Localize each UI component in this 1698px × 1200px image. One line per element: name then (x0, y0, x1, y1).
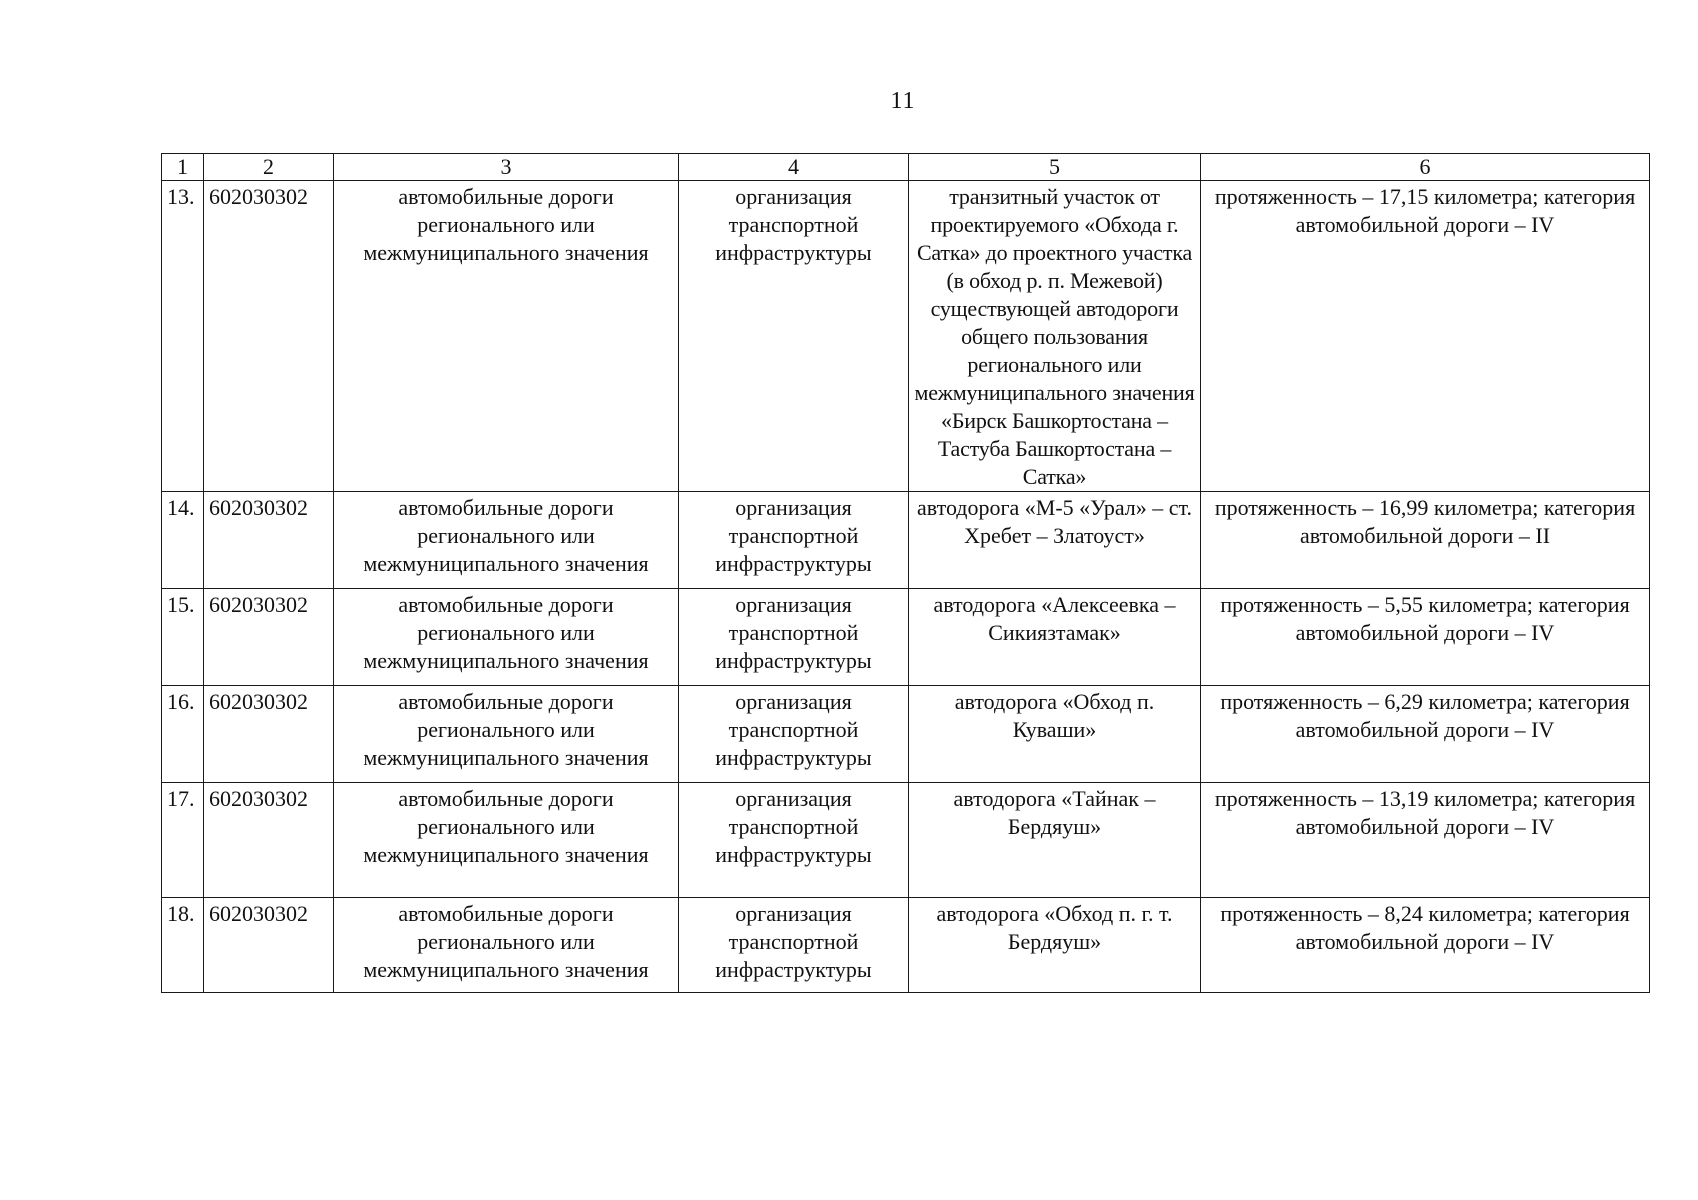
object-characteristics: протяженность – 16,99 километра; категория автомобильной дороги – II (1201, 492, 1650, 589)
page-number: 11 (890, 88, 916, 114)
column-header: 5 (909, 154, 1201, 181)
table-row (162, 686, 1650, 783)
object-name: автодорога «Алексеевка – Сикиязтамак» (909, 589, 1201, 686)
object-purpose: организация транспортной инфраструктуры (679, 181, 909, 492)
object-code: 602030302 (204, 492, 334, 589)
object-code: 602030302 (204, 898, 334, 993)
object-characteristics: протяженность – 6,29 километра; категория автомобильной дороги – IV (1201, 686, 1650, 783)
object-type: автомобильные дороги регионального или межмуниципального значения (334, 492, 679, 589)
row-number: 18. (162, 898, 204, 993)
row-number: 17. (162, 783, 204, 898)
table-row (162, 783, 1650, 898)
row-number: 14. (162, 492, 204, 589)
column-header: 6 (1201, 154, 1650, 181)
object-code: 602030302 (204, 181, 334, 492)
object-code: 602030302 (204, 686, 334, 783)
object-name: автодорога «М-5 «Урал» – ст. Хребет – Златоуст» (909, 492, 1201, 589)
object-type: автомобильные дороги регионального или межмуниципального значения (334, 589, 679, 686)
table-row (162, 589, 1650, 686)
object-characteristics: протяженность – 5,55 километра; категория автомобильной дороги – IV (1201, 589, 1650, 686)
object-type: автомобильные дороги регионального или межмуниципального значения (334, 783, 679, 898)
row-number: 13. (162, 181, 204, 492)
object-purpose: организация транспортной инфраструктуры (679, 686, 909, 783)
object-name: автодорога «Тайнак – Бердяуш» (909, 783, 1201, 898)
object-code: 602030302 (204, 783, 334, 898)
object-name: автодорога «Обход п. г. т. Бердяуш» (909, 898, 1201, 993)
column-header: 4 (679, 154, 909, 181)
column-header: 1 (162, 154, 204, 181)
object-name: транзитный участок от проектируемого «Обхода г. Сатка» до проектного участка (в обход р. п. Межевой) существующей автодороги общего пользования регионального или межмуниципального значения «Бирск Башкортостана – Тастуба Башкортостана – Сатка» (909, 181, 1201, 492)
object-purpose: организация транспортной инфраструктуры (679, 783, 909, 898)
table-row (162, 898, 1650, 993)
object-code: 602030302 (204, 589, 334, 686)
object-purpose: организация транспортной инфраструктуры (679, 492, 909, 589)
object-characteristics: протяженность – 13,19 километра; категория автомобильной дороги – IV (1201, 783, 1650, 898)
object-characteristics: протяженность – 8,24 километра; категория автомобильной дороги – IV (1201, 898, 1650, 993)
object-type: автомобильные дороги регионального или межмуниципального значения (334, 898, 679, 993)
column-header: 3 (334, 154, 679, 181)
object-name: автодорога «Обход п. Куваши» (909, 686, 1201, 783)
table-header-row (162, 154, 1650, 181)
row-number: 16. (162, 686, 204, 783)
object-type: автомобильные дороги регионального или межмуниципального значения (334, 686, 679, 783)
object-type: автомобильные дороги регионального или межмуниципального значения (334, 181, 679, 492)
table-row (162, 492, 1650, 589)
object-characteristics: протяженность – 17,15 километра; категория автомобильной дороги – IV (1201, 181, 1650, 492)
object-purpose: организация транспортной инфраструктуры (679, 898, 909, 993)
object-purpose: организация транспортной инфраструктуры (679, 589, 909, 686)
column-header: 2 (204, 154, 334, 181)
objects-table (161, 153, 1650, 993)
table-row (162, 181, 1650, 492)
row-number: 15. (162, 589, 204, 686)
